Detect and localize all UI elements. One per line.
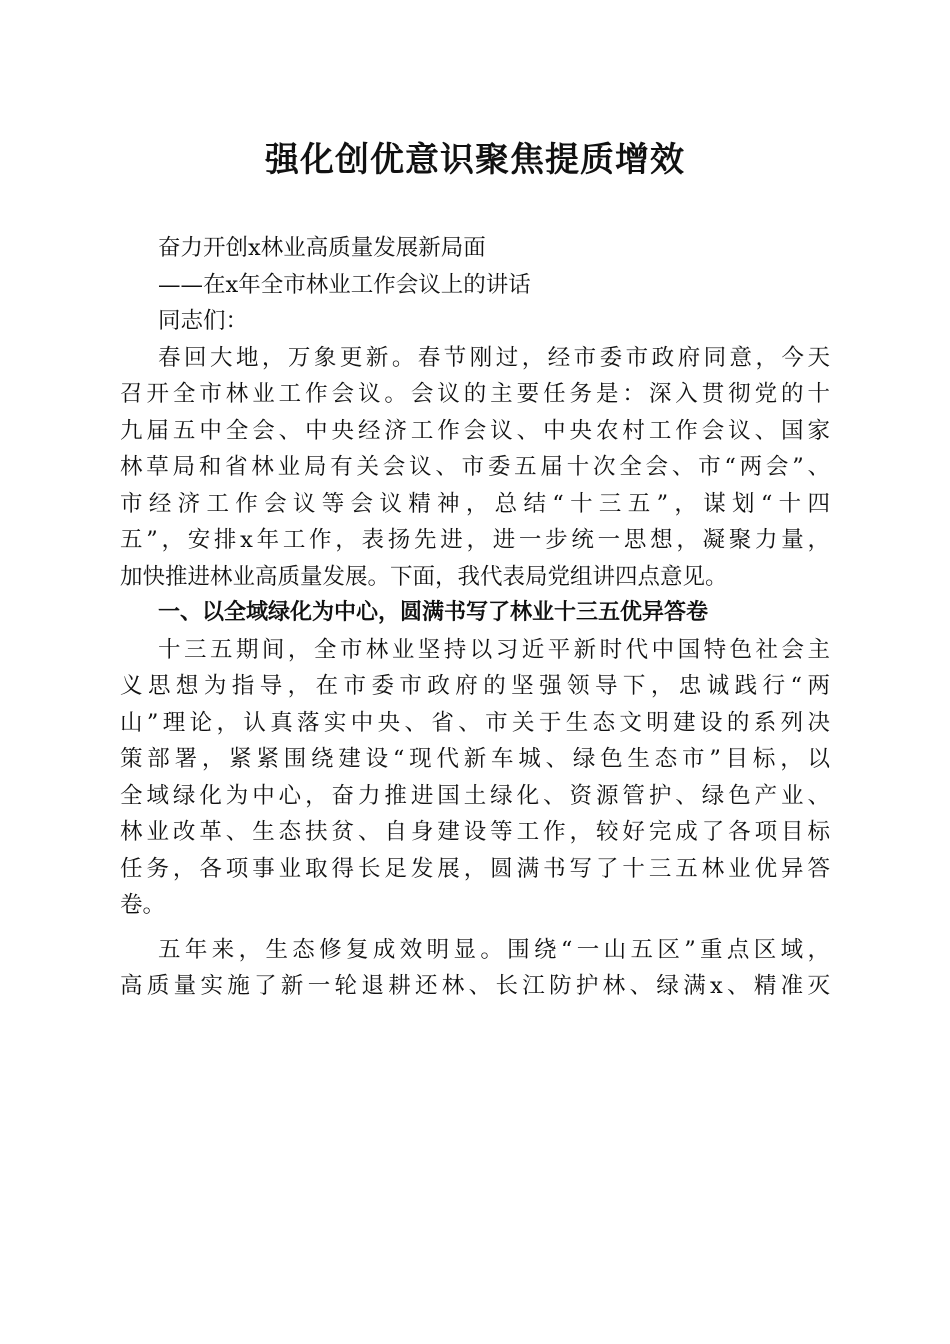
paragraph-line: 九届五中全会、中央经济工作会议、中央农村工作会议、国家 [120,417,830,444]
subtitle-line-2: ——在x年全市林业工作会议上的讲话 [158,271,531,298]
paragraph-line: 林草局和省林业局有关会议、市委五届十次全会、市“两会”、 [120,454,830,480]
paragraph-line: 五年来，生态修复成效明显。围绕“一山五区”重点区域， [158,936,830,963]
paragraph-line: 加快推进林业高质量发展。下面，我代表局党组讲四点意见。 [120,563,728,590]
paragraph-line: 高质量实施了新一轮退耕还林、长江防护林、绿满x、精准灭 [120,973,830,999]
paragraph-line: 市经济工作会议等会议精神，总结“十三五”，谋划“十四 [120,490,830,517]
paragraph-line: 林业改革、生态扶贫、自身建设等工作，较好完成了各项目标 [120,819,830,845]
paragraph-line: 任务，各项事业取得长足发展，圆满书写了十三五林业优异答 [120,855,830,882]
subtitle-line-1: 奋力开创x林业高质量发展新局面 [158,235,486,261]
section-heading-1: 一、以全域绿化为中心，圆满书写了林业十三五优异答卷 [158,600,709,625]
paragraph-gap [120,924,830,932]
paragraph-2 [120,632,830,924]
paragraph-line: 卷。 [120,892,166,918]
paragraph-line: 十三五期间，全市林业坚持以习近平新时代中国特色社会主 [158,636,830,663]
paragraph-line: 五”，安排x年工作，表扬先进，进一步统一思想，凝聚力量， [120,527,830,553]
salutation: 同志们： [158,308,249,334]
paragraph-line: 义思想为指导，在市委市政府的坚强领导下，忠诚践行“两 [120,673,830,699]
paragraph-line: 召开全市林业工作会议。会议的主要任务是：深入贯彻党的十 [120,381,830,407]
paragraph-line: 策部署，紧紧围绕建设“现代新车城、绿色生态市”目标，以 [120,746,830,772]
paragraph-line: 山”理论，认真落实中央、省、市关于生态文明建设的系列决 [120,709,830,736]
paragraph-line: 全域绿化为中心，奋力推进国土绿化、资源管护、绿色产业、 [120,782,830,809]
paragraph-line: 春回大地，万象更新。春节刚过，经市委市政府同意，今天 [158,344,830,371]
paragraph-3 [120,932,830,1005]
paragraph-1 [120,340,830,596]
document-body [120,230,830,1005]
document-title: 强化创优意识聚焦提质增效 [265,140,685,180]
